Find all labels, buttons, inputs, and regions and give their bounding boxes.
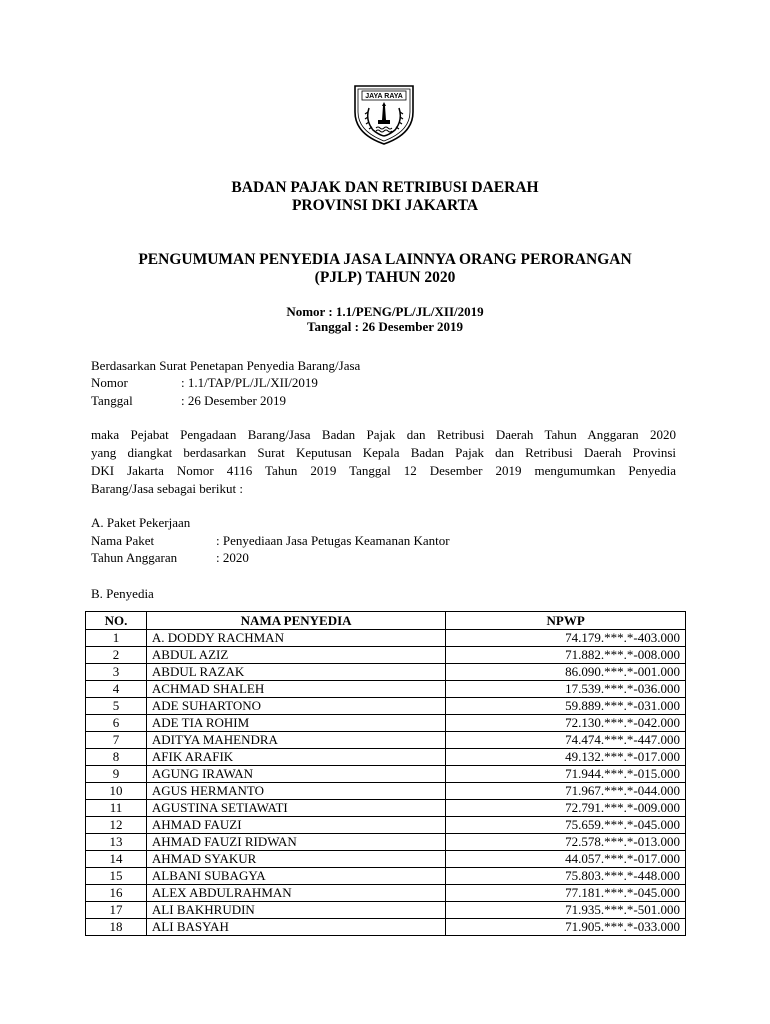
package-name-label: Nama Paket	[91, 533, 155, 548]
row-number: 17	[86, 902, 147, 919]
table-row	[86, 732, 686, 749]
package-name-value: : Penyediaan Jasa Petugas Keamanan Kantor	[216, 533, 450, 548]
provider-name: AHMAD FAUZI RIDWAN	[146, 834, 445, 851]
basis-nomor-label: Nomor	[91, 375, 128, 390]
provider-name: A. DODDY RACHMAN	[146, 630, 445, 647]
provider-npwp: 72.130.***.*-042.000	[446, 715, 686, 732]
table-row	[86, 630, 686, 647]
provider-npwp: 71.944.***.*-015.000	[446, 766, 686, 783]
row-number: 2	[86, 647, 147, 664]
table-row	[86, 851, 686, 868]
provider-name: ALBANI SUBAGYA	[146, 868, 445, 885]
basis-tanggal-value: : 26 Desember 2019	[181, 393, 287, 408]
provider-name: AFIK ARAFIK	[146, 749, 445, 766]
document-date: Tanggal : 26 Desember 2019	[307, 319, 463, 334]
provider-npwp: 17.539.***.*-036.000	[446, 681, 686, 698]
table-row	[86, 800, 686, 817]
table-row	[86, 749, 686, 766]
row-number: 3	[86, 664, 147, 681]
table-row	[86, 647, 686, 664]
table-row	[86, 783, 686, 800]
provider-name: ABDUL AZIZ	[146, 647, 445, 664]
provider-npwp: 74.179.***.*-403.000	[446, 630, 686, 647]
section-a-heading: A. Paket Pekerjaan	[91, 515, 191, 530]
provider-name: ABDUL RAZAK	[146, 664, 445, 681]
row-number: 16	[86, 885, 147, 902]
table-row	[86, 817, 686, 834]
provider-npwp: 44.057.***.*-017.000	[446, 851, 686, 868]
row-number: 6	[86, 715, 147, 732]
provider-name: ALEX ABDULRAHMAN	[146, 885, 445, 902]
header-no: NO.	[86, 612, 147, 630]
table-row	[86, 834, 686, 851]
table-header-row	[86, 612, 686, 630]
table-row	[86, 681, 686, 698]
row-number: 12	[86, 817, 147, 834]
provider-npwp: 74.474.***.*-447.000	[446, 732, 686, 749]
provider-name: AGUNG IRAWAN	[146, 766, 445, 783]
row-number: 13	[86, 834, 147, 851]
provider-table	[85, 611, 686, 936]
provider-npwp: 49.132.***.*-017.000	[446, 749, 686, 766]
paragraph-line: yang diangkat berdasarkan Surat Keputusan Kepala Badan Pajak dan Retribusi Daerah Provinsi	[91, 445, 676, 460]
table-row	[86, 868, 686, 885]
dki-jakarta-emblem-icon	[349, 82, 419, 146]
provider-name: AHMAD FAUZI	[146, 817, 445, 834]
table-row	[86, 902, 686, 919]
provider-npwp: 71.935.***.*-501.000	[446, 902, 686, 919]
provider-npwp: 71.967.***.*-044.000	[446, 783, 686, 800]
announcement-paragraph	[91, 426, 676, 498]
row-number: 14	[86, 851, 147, 868]
announcement-title-line1: PENGUMUMAN PENYEDIA JASA LAINNYA ORANG PERORANGAN	[138, 251, 632, 268]
logo-motto: JAYA RAYA	[365, 93, 403, 100]
row-number: 10	[86, 783, 147, 800]
provider-name: ALI BASYAH	[146, 919, 445, 936]
provider-npwp: 59.889.***.*-031.000	[446, 698, 686, 715]
provider-npwp: 72.791.***.*-009.000	[446, 800, 686, 817]
row-number: 15	[86, 868, 147, 885]
row-number: 8	[86, 749, 147, 766]
basis-tanggal-label: Tanggal	[91, 393, 133, 408]
province-name: PROVINSI DKI JAKARTA	[291, 197, 479, 214]
provider-name: AHMAD SYAKUR	[146, 851, 445, 868]
provider-npwp: 77.181.***.*-045.000	[446, 885, 686, 902]
table-row	[86, 885, 686, 902]
provider-npwp: 72.578.***.*-013.000	[446, 834, 686, 851]
provider-name: ADE TIA ROHIM	[146, 715, 445, 732]
row-number: 18	[86, 919, 147, 936]
paragraph-line: Barang/Jasa sebagai berikut :	[91, 481, 243, 496]
provider-npwp: 75.803.***.*-448.000	[446, 868, 686, 885]
table-row	[86, 698, 686, 715]
row-number: 7	[86, 732, 147, 749]
row-number: 1	[86, 630, 147, 647]
paragraph-line: DKI Jakarta Nomor 4116 Tahun 2019 Tanggal 12 Desember 2019 mengumumkan Penyedia	[91, 463, 676, 478]
header-npwp: NPWP	[446, 612, 686, 630]
header-name: NAMA PENYEDIA	[146, 612, 445, 630]
provider-npwp: 71.882.***.*-008.000	[446, 647, 686, 664]
table-row	[86, 766, 686, 783]
section-b-heading: B. Penyedia	[91, 586, 154, 601]
provider-name: ACHMAD SHALEH	[146, 681, 445, 698]
provider-name: ADITYA MAHENDRA	[146, 732, 445, 749]
basis-intro: Berdasarkan Surat Penetapan Penyedia Barang/Jasa	[91, 358, 361, 373]
agency-name: BADAN PAJAK DAN RETRIBUSI DAERAH	[231, 179, 539, 196]
table-row	[86, 664, 686, 681]
provider-name: ALI BAKHRUDIN	[146, 902, 445, 919]
document-number: Nomor : 1.1/PENG/PL/JL/XII/2019	[286, 304, 484, 319]
provider-npwp: 75.659.***.*-045.000	[446, 817, 686, 834]
provider-name: AGUSTINA SETIAWATI	[146, 800, 445, 817]
table-row	[86, 715, 686, 732]
row-number: 5	[86, 698, 147, 715]
row-number: 4	[86, 681, 147, 698]
provider-name: AGUS HERMANTO	[146, 783, 445, 800]
budget-year-label: Tahun Anggaran	[91, 550, 178, 565]
provider-name: ADE SUHARTONO	[146, 698, 445, 715]
budget-year-value: : 2020	[216, 550, 249, 565]
provider-npwp: 71.905.***.*-033.000	[446, 919, 686, 936]
table-row	[86, 919, 686, 936]
provider-npwp: 86.090.***.*-001.000	[446, 664, 686, 681]
row-number: 9	[86, 766, 147, 783]
announcement-title-line2: (PJLP) TAHUN 2020	[314, 269, 456, 286]
paragraph-line: maka Pejabat Pengadaan Barang/Jasa Badan Pajak dan Retribusi Daerah Tahun Anggaran 2020	[91, 427, 676, 442]
row-number: 11	[86, 800, 147, 817]
basis-nomor-value: : 1.1/TAP/PL/JL/XII/2019	[181, 375, 318, 390]
